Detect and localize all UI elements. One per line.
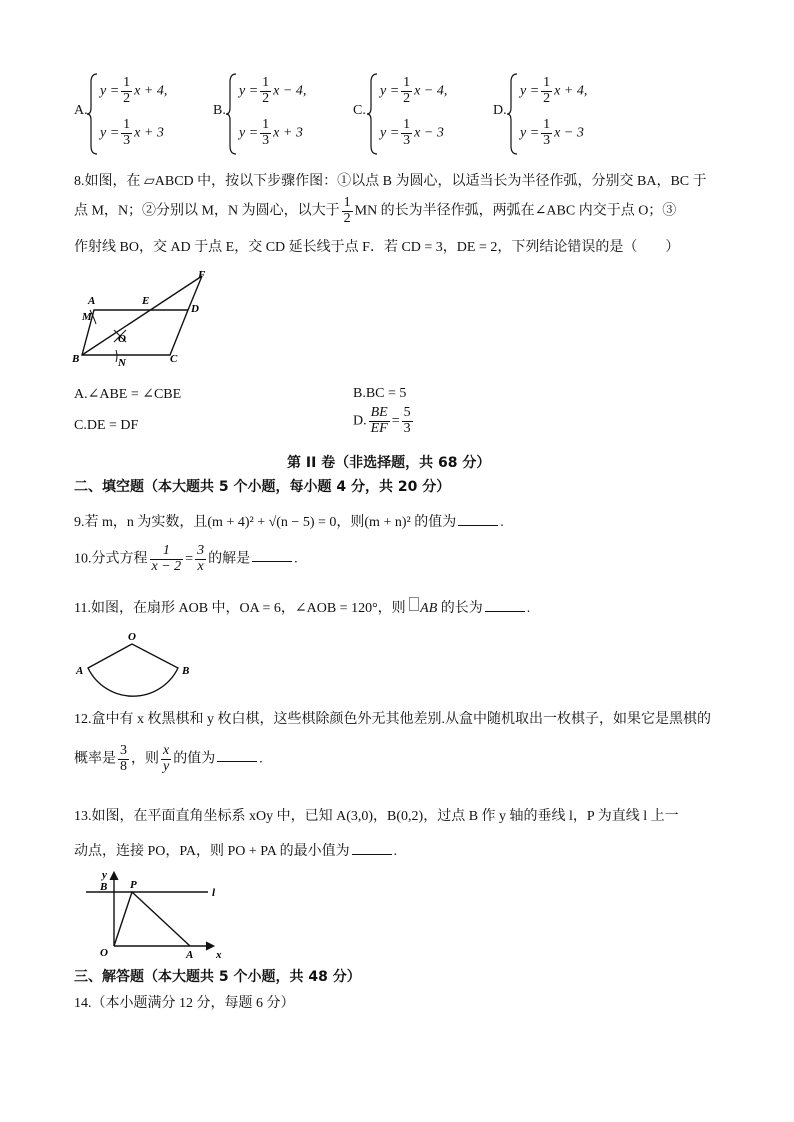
- arc-symbol-icon: [409, 597, 419, 611]
- option-c-letter: C.: [353, 103, 366, 118]
- q11-sector-figure: [70, 628, 200, 700]
- q13-coordinate-figure: [82, 868, 232, 960]
- answer-blank: [252, 549, 292, 562]
- option-b-letter: B.: [213, 103, 226, 118]
- part-2-title: 第 II 卷（非选择题，共 68 分）: [287, 455, 491, 471]
- label-f: F: [198, 269, 206, 281]
- q8-option-c: C.DE = DF: [74, 418, 139, 433]
- label-o: O: [128, 631, 136, 643]
- answer-blank: [352, 842, 392, 855]
- label-x: x: [216, 949, 222, 960]
- q8-line-2: 点 M，N；②分别以 M，N 为圆心，以大于 $\frac{1}{2}$ MN 的长为半径作弧，两弧在∠ABC 内交于点 O；③: [74, 195, 677, 226]
- label-n: N: [118, 357, 126, 369]
- q8-line-1: 8.如图，在 ▱ABCD 中，按以下步骤作图：①以点 B 为圆心，以适当长为半径作弧，分别交 BA，BC 于: [74, 174, 707, 189]
- option-a-letter: A.: [74, 103, 88, 118]
- q12-line-2: 概率是 $\frac{3}{8}$ ，则 $\frac{x}{y}$ 的值为 .: [74, 743, 263, 774]
- q8-option-d: D. $\frac{BE}{EF}$ = $\frac{5}{3}$: [353, 405, 411, 436]
- option-d-letter: D.: [493, 103, 507, 118]
- path-o-p-a: [114, 892, 190, 946]
- brace-icon: [506, 72, 520, 156]
- label-b: B: [72, 353, 80, 365]
- label-e: E: [142, 295, 150, 307]
- q8-option-b: B.BC = 5: [353, 386, 407, 401]
- brace-icon: [86, 72, 100, 156]
- q8-line-3: 作射线 BO，交 AD 于点 E，交 CD 延长线于点 F．若 CD = 3，DE = 2，下列结论错误的是（ ）: [74, 240, 680, 255]
- label-l: l: [212, 887, 216, 899]
- option-c-system: y = $\frac{1}{2}$ x − 4, y = $\frac{1}{3}$ x − 3: [366, 72, 506, 156]
- answer-blank: [458, 513, 498, 526]
- q13-line-1: 13.如图，在平面直角坐标系 xOy 中，已知 A(3,0)，B(0,2)，过点 B 作 y 轴的垂线 l，P 为直线 l 上一: [74, 809, 679, 824]
- label-o: O: [118, 333, 126, 345]
- q10-text: 10.分式方程 $\frac{1}{x - 2}$ = $\frac{3}{x}$ 的解是 .: [74, 543, 298, 574]
- option-b-system: y = $\frac{1}{2}$ x − 4, y = $\frac{1}{3}$ x + 3: [225, 72, 365, 156]
- option-a-system: y = $\frac{1}{2}$ x + 4, y = $\frac{1}{3}$ x + 3: [86, 72, 226, 156]
- q14-text: 14.（本小题满分 12 分，每题 6 分）: [74, 996, 295, 1011]
- x-axis-arrow-icon: [206, 942, 214, 950]
- option-d-system: y = $\frac{1}{2}$ x + 4, y = $\frac{1}{3}$ x − 3: [506, 72, 646, 156]
- label-a: A: [76, 665, 84, 677]
- section-3-title: 三、解答题（本大题共 5 个小题，共 48 分）: [74, 969, 361, 985]
- answer-blank: [485, 599, 525, 612]
- label-b: B: [182, 665, 190, 677]
- section-2-title: 二、填空题（本大题共 5 个小题，每小题 4 分，共 20 分）: [74, 479, 451, 495]
- q8-parallelogram-figure: [70, 266, 220, 376]
- eq2-rest: x + 3: [134, 125, 164, 141]
- y-axis-arrow-icon: [110, 872, 118, 880]
- label-c: C: [170, 353, 178, 365]
- q12-line-1: 12.盒中有 x 枚黑棋和 y 枚白棋，这些棋除颜色外无其他差别.从盒中随机取出一枚棋子，如果它是黑棋的: [74, 712, 711, 727]
- arc-n: [116, 350, 117, 362]
- label-a: A: [186, 949, 194, 960]
- label-d: D: [191, 303, 199, 315]
- label-b: B: [100, 881, 108, 893]
- ray-bf: [82, 276, 202, 355]
- q13-line-2: 动点，连接 PO，PA，则 PO + PA 的最小值为 .: [74, 844, 398, 859]
- q11-text: 11.如图，在扇形 AOB 中，OA = 6，∠AOB = 120°，则 AB 的长为 .: [74, 597, 530, 617]
- parallelogram-abcd: [82, 310, 188, 355]
- answer-blank: [217, 749, 257, 762]
- brace-icon: [366, 72, 380, 156]
- label-o: O: [100, 947, 108, 959]
- label-m: M: [82, 311, 92, 323]
- eq2-lhs: y =: [100, 125, 120, 141]
- eq1-rest: x + 4,: [134, 83, 168, 99]
- label-p: P: [130, 879, 137, 891]
- label-a: A: [88, 295, 96, 307]
- brace-icon: [225, 72, 239, 156]
- eq1-lhs: y =: [100, 83, 120, 99]
- q8-option-a: A.∠ABE = ∠CBE: [74, 387, 182, 402]
- sector-aob: [88, 644, 178, 696]
- label-y: y: [102, 869, 107, 881]
- q9-text: 9.若 m，n 为实数，且(m + 4)² + √(n − 5) = 0，则(m + n)² 的值为 .: [74, 515, 504, 530]
